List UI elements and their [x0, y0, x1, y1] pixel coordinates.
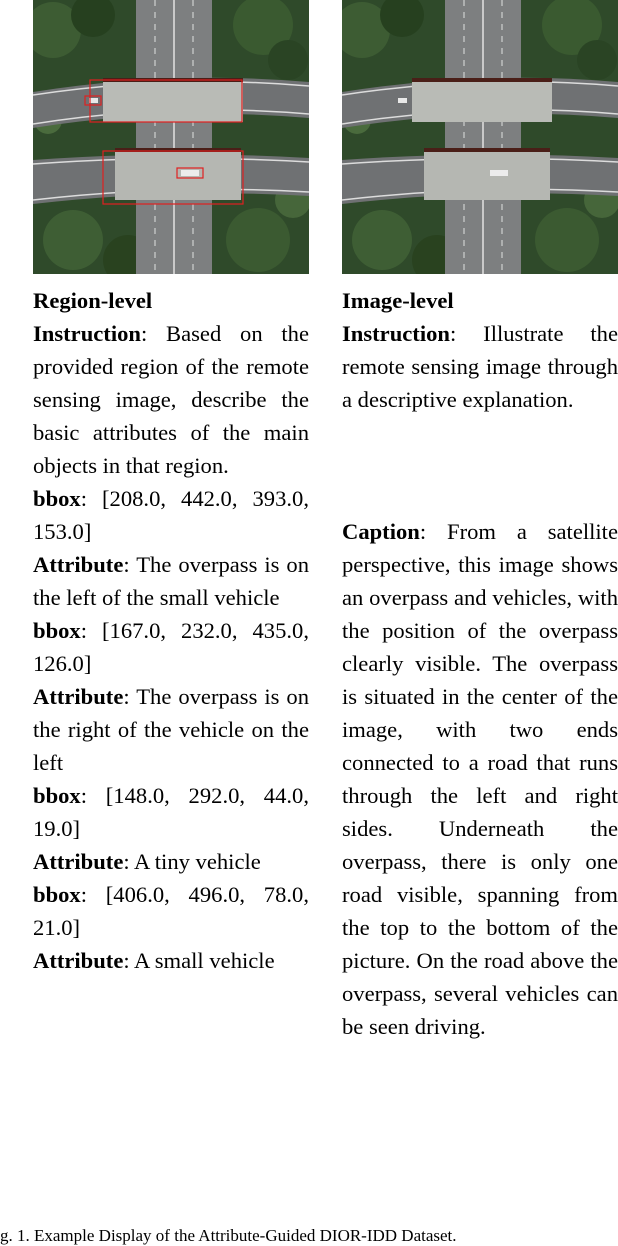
- region-level-label: Region-level: [33, 288, 153, 313]
- figure-caption: g. 1. Example Display of the Attribute-Guided DIOR-IDD Dataset.: [0, 1226, 457, 1245]
- region-entries: [33, 482, 309, 977]
- image-caption: Caption: From a satellite perspective, this image shows an overpass and vehicles, with the position of the overpass clearly visible. The overpass is situated in the center of the image, with two ends connected to a road that runs through the left and right sides. Underneath the overpass, there is only one road visible, spanning from the top to the bottom of the picture. On the road above the overpass, several vehicles can be seen driving.: [342, 519, 618, 1039]
- bbox-line: bbox: [406.0, 496.0, 78.0, 21.0]: [33, 882, 309, 940]
- image-instruction: Instruction: Illustrate the remote sensing image through a descriptive explanation.: [342, 321, 618, 412]
- attribute-line: Attribute: The overpass is on the right of the vehicle on the left: [33, 684, 309, 775]
- image-level-column: [342, 284, 618, 1043]
- region-instruction: Instruction: Based on the provided region of the remote sensing image, describe the basic attributes of the main objects in that region.: [33, 321, 309, 478]
- bbox-line: bbox: [208.0, 442.0, 393.0, 153.0]: [33, 486, 309, 544]
- attribute-line: Attribute: A tiny vehicle: [33, 849, 261, 874]
- attribute-line: Attribute: The overpass is on the left of the small vehicle: [33, 552, 309, 610]
- attribute-line: Attribute: A small vehicle: [33, 948, 275, 973]
- region-level-image: [33, 0, 309, 274]
- bbox-line: bbox: [148.0, 292.0, 44.0, 19.0]: [33, 783, 309, 841]
- image-level-label: Image-level: [342, 288, 454, 313]
- region-level-column: [33, 284, 309, 977]
- bbox-line: bbox: [167.0, 232.0, 435.0, 126.0]: [33, 618, 309, 676]
- image-level-image: [342, 0, 618, 274]
